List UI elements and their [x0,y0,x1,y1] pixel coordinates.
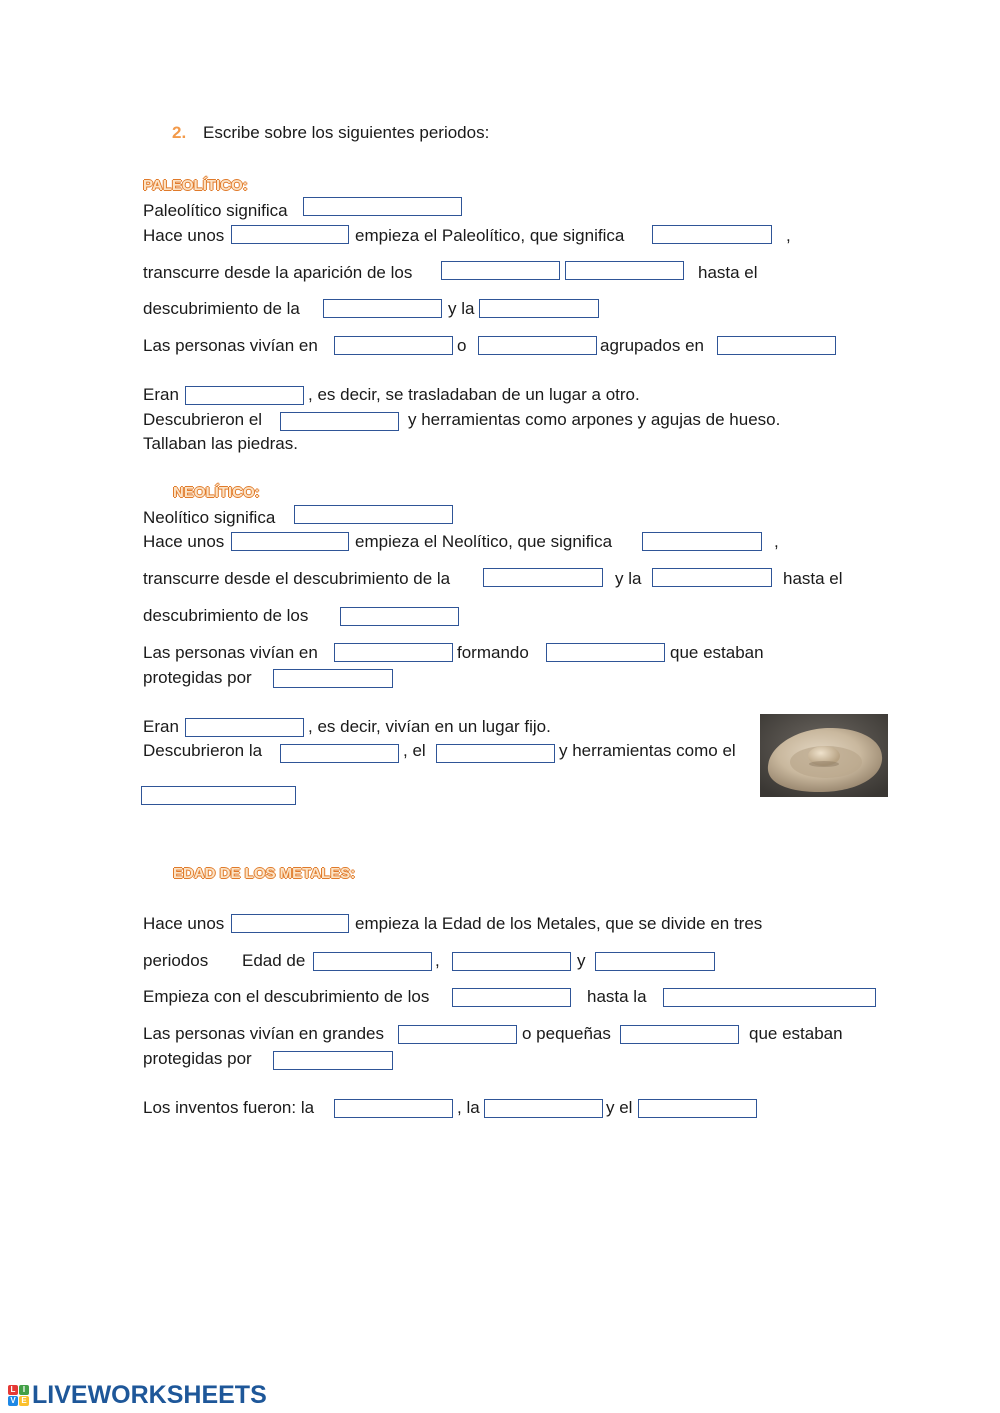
neo-text-y-la: y la [615,569,642,588]
logo-letter-i: I [19,1385,29,1395]
met-text-que-estaban: que estaban [749,1024,843,1043]
neo-text-descubrieron: Descubrieron la [143,741,263,760]
met-text-empieza: empieza la Edad de los Metales, que se divide en tres [355,914,763,933]
paleo-text-o: o [457,336,467,355]
heading-neolitico: NEOLÍTICO: [173,484,260,501]
met-text-edad-de: Edad de [242,951,306,970]
met-invento-field-3[interactable] [638,1099,757,1118]
met-text-y: y [577,951,586,970]
paleo-text-herramientas: y herramientas como arpones y agujas de hueso. [408,410,781,429]
met-text-empieza-con: Empieza con el descubrimiento de los [143,987,430,1006]
paleo-vivian-field-1[interactable] [334,336,453,355]
paleo-que-significa-field[interactable] [652,225,772,244]
neo-descubrimiento-de-los-field[interactable] [340,607,459,626]
grinding-stone-image [760,714,888,797]
neo-formando-field[interactable] [546,643,665,662]
paleo-vivian-field-2[interactable] [478,336,597,355]
paleo-text-comma: , [786,226,791,245]
met-text-periodos: periodos [143,951,209,970]
heading-metales: EDAD DE LOS METALES: [173,865,356,882]
met-hasta-la-field[interactable] [663,988,876,1007]
met-text-protegidas: protegidas por [143,1049,252,1068]
neo-text-transcurre: transcurre desde el descubrimiento de la [143,569,451,588]
grinding-stone-illustration [760,714,888,797]
met-text-inventos: Los inventos fueron: la [143,1098,315,1117]
brand-name: LIVEWORKSHEETS [32,1380,267,1409]
met-invento-field-1[interactable] [334,1099,453,1118]
paleo-descubrimiento-field-1[interactable] [323,299,442,318]
paleo-agrupados-field[interactable] [717,336,836,355]
paleo-text-agrupados: agrupados en [600,336,704,355]
paleo-text-transcurre: transcurre desde la aparición de los [143,263,413,282]
paleo-descubrieron-field[interactable] [280,412,399,431]
paleo-text-hasta-el: hasta el [698,263,758,282]
neo-text-comma: , [774,532,779,551]
paleo-text-y-la: y la [448,299,475,318]
paleo-significa-field[interactable] [303,197,462,216]
paleo-descubrimiento-field-2[interactable] [479,299,599,318]
neo-vivian-field[interactable] [334,643,453,662]
met-text-vivian: Las personas vivían en grandes [143,1024,384,1043]
neo-text-vivian: Las personas vivían en [143,643,318,662]
logo-letter-v: V [8,1396,18,1406]
paleo-aparicion-field-2[interactable] [565,261,684,280]
met-periodo-field-2[interactable] [452,952,571,971]
paleo-text-empieza: empieza el Paleolítico, que significa [355,226,625,245]
met-periodo-field-1[interactable] [313,952,432,971]
neo-text-significa: Neolítico significa [143,508,276,527]
paleo-text-tallaban: Tallaban las piedras. [143,434,298,453]
neo-text-el: , el [403,741,426,760]
met-text-o-pequenas: o pequeñas [522,1024,611,1043]
met-grandes-field[interactable] [398,1025,517,1044]
neo-text-descubrimiento-de-los: descubrimiento de los [143,606,309,625]
neo-descubrimiento-field-2[interactable] [652,568,772,587]
paleo-text-vivian: Las personas vivían en [143,336,318,355]
neo-eran-field[interactable] [185,718,304,737]
exercise-instruction: Escribe sobre los siguientes periodos: [203,123,490,142]
neo-protegidas-field[interactable] [273,669,393,688]
paleo-text-trasladaban: , es decir, se trasladaban de un lugar a otro. [308,385,640,404]
neo-text-lugar-fijo: , es decir, vivían en un lugar fijo. [308,717,551,736]
paleo-text-eran: Eran [143,385,179,404]
met-descubrimiento-field[interactable] [452,988,571,1007]
liveworksheets-logo [8,1381,267,1409]
neo-text-formando: formando [457,643,529,662]
logo-letter-e: E [19,1396,29,1406]
neo-text-eran: Eran [143,717,179,736]
neo-text-hasta-el: hasta el [783,569,843,588]
neo-text-protegidas: protegidas por [143,668,252,687]
neo-hace-unos-field[interactable] [231,532,349,551]
neo-descubrieron-field-2[interactable] [436,744,555,763]
exercise-number: 2. [172,123,187,142]
paleo-text-descubrimiento: descubrimiento de la [143,299,300,318]
met-protegidas-field[interactable] [273,1051,393,1070]
met-text-hasta-la: hasta la [587,987,647,1006]
met-text-hace-unos: Hace unos [143,914,225,933]
met-hace-unos-field[interactable] [231,914,349,933]
neo-que-significa-field[interactable] [642,532,762,551]
neo-text-empieza: empieza el Neolítico, que significa [355,532,613,551]
neo-text-hace-unos: Hace unos [143,532,225,551]
paleo-hace-unos-field[interactable] [231,225,349,244]
paleo-eran-field[interactable] [185,386,304,405]
neo-descubrieron-field-1[interactable] [280,744,399,763]
met-pequenas-field[interactable] [620,1025,739,1044]
paleo-text-descubrieron: Descubrieron el [143,410,263,429]
logo-grid-icon [8,1385,29,1406]
met-text-comma: , [435,951,440,970]
met-text-la: , la [457,1098,480,1117]
logo-letter-l: L [8,1385,18,1395]
met-periodo-field-3[interactable] [595,952,715,971]
heading-paleolitico: PALEOLÍTICO: [143,177,248,194]
neo-descubrimiento-field-1[interactable] [483,568,603,587]
paleo-aparicion-field-1[interactable] [441,261,560,280]
neo-text-herramientas: y herramientas como el [559,741,736,760]
neo-text-que-estaban: que estaban [670,643,764,662]
paleo-text-hace-unos: Hace unos [143,226,225,245]
paleo-text-significa: Paleolítico significa [143,201,288,220]
met-text-y-el: y el [606,1098,633,1117]
neo-herramientas-field[interactable] [141,786,296,805]
neo-significa-field[interactable] [294,505,453,524]
met-invento-field-2[interactable] [484,1099,603,1118]
